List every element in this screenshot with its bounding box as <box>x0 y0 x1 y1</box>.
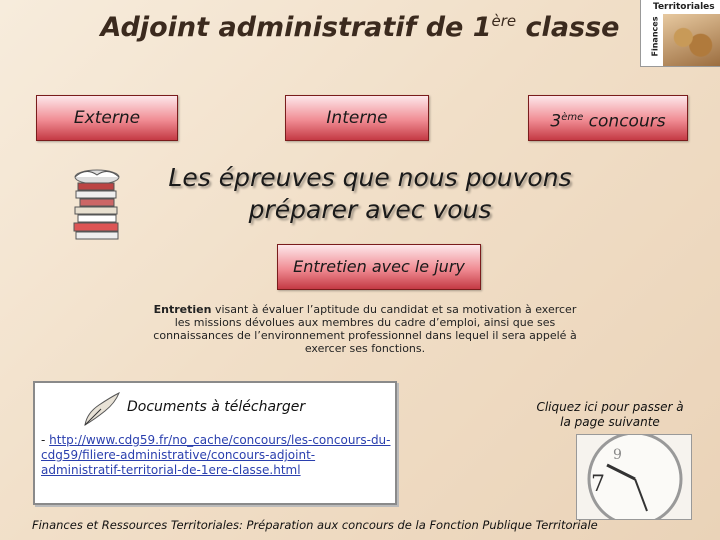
next-page-link[interactable]: Cliquez ici pour passer à la page suivante <box>536 400 684 429</box>
documents-header <box>35 383 391 429</box>
clock-icon <box>577 435 691 519</box>
svg-text:9: 9 <box>613 447 622 463</box>
documents-box <box>33 381 397 505</box>
entretien-description: Entretien visant à évaluer l’aptitude du candidat et sa motivation à exercer les missions dévolues aux membres du cadre d’emploi, ainsi que ses connaissances de l’environnement professionnel dans lequel il sera appelé à exercer ses fonctions. <box>153 303 577 355</box>
entretien-button[interactable]: Entretien avec le jury <box>277 244 481 290</box>
documents-label: Documents à télécharger <box>127 399 306 415</box>
logo-text-territoriales: Territoriales <box>653 2 715 12</box>
document-link[interactable]: http://www.cdg59.fr/no_cache/concours/les-concours-du-cdg59/filiere-administrative/concours-adjoint-administratif-territorial-de-1ere-classe.html <box>41 433 391 477</box>
brand-logo <box>640 0 720 67</box>
interne-button[interactable]: Interne <box>285 95 429 141</box>
slide-title: Adjoint administratif de 1ère classe <box>100 12 620 43</box>
document-link-row: - http://www.cdg59.fr/no_cache/concours/les-concours-du-cdg59/filiere-administrative/concours-adjoint-administratif-territorial-de-1ere-classe.html <box>41 433 391 477</box>
svg-text:7: 7 <box>591 472 605 497</box>
footer-text: Finances et Ressources Territoriales: Préparation aux concours de la Fonction Publique Territoriale <box>32 518 598 532</box>
subtitle: Les épreuves que nous pouvons préparer avec vous <box>168 163 572 224</box>
clock-image[interactable] <box>576 434 692 520</box>
coins-image <box>663 14 720 66</box>
quill-pen-icon <box>81 391 121 427</box>
externe-button[interactable]: Externe <box>36 95 178 141</box>
troisieme-concours-button[interactable]: 3ème concours <box>528 95 688 141</box>
logo-text-finances: Finances <box>650 16 660 57</box>
